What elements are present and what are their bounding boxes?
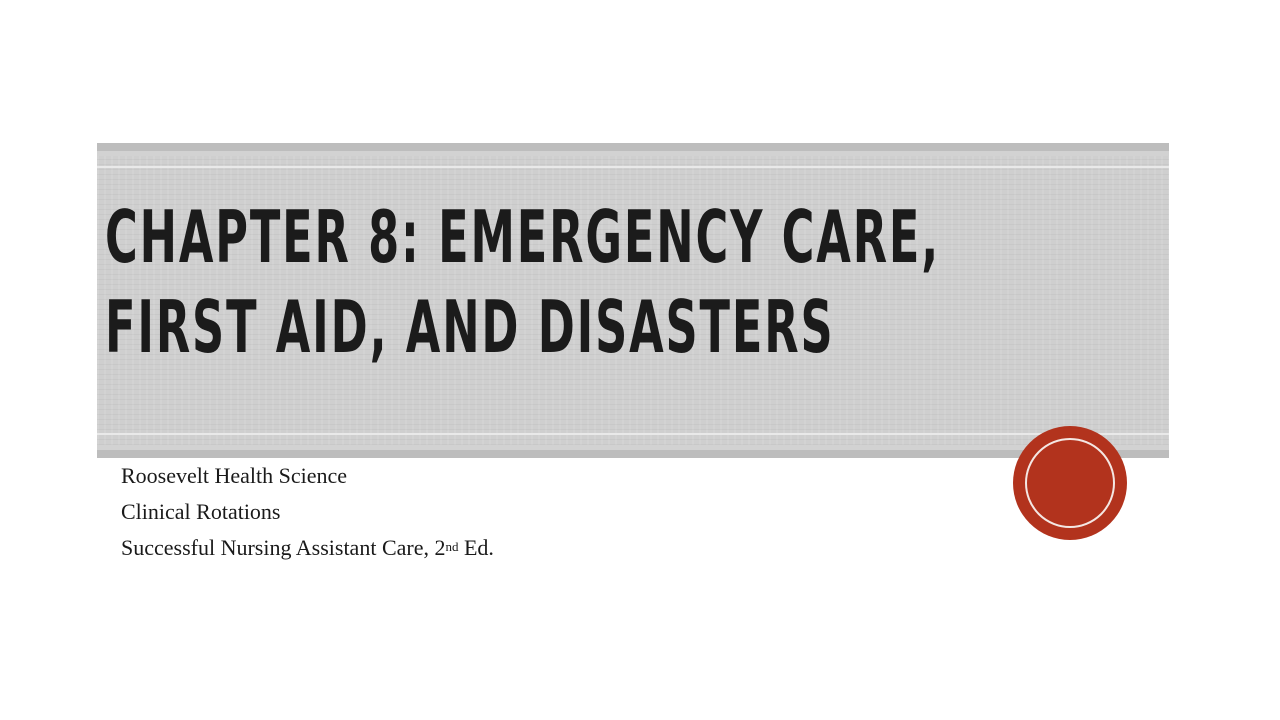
subtitle-ordinal-suffix: nd — [445, 539, 459, 554]
band-top-rule — [97, 143, 1169, 151]
subtitle-line-3-end: Ed. — [458, 535, 494, 560]
subtitle-line-3 — [121, 530, 494, 566]
slide-title-line-2: FIRST AID, AND DISASTERS — [105, 285, 835, 369]
band-inner-line — [97, 166, 1169, 168]
band-inner-line — [97, 433, 1169, 435]
band-bottom-rule — [97, 450, 1169, 458]
title-band — [97, 143, 1169, 458]
badge-inner-ring — [1025, 438, 1115, 528]
slide-title-line-1: CHAPTER 8: EMERGENCY CARE, — [105, 195, 941, 279]
decorative-circle-badge — [1013, 426, 1127, 540]
subtitle-line-2: Clinical Rotations — [121, 499, 281, 524]
slide-title — [105, 192, 1159, 372]
band-texture — [97, 156, 1169, 445]
subtitle-block — [121, 458, 494, 566]
subtitle-line-3-text: Successful Nursing Assistant Care, 2 — [121, 535, 446, 560]
subtitle-line-1: Roosevelt Health Science — [121, 463, 348, 488]
